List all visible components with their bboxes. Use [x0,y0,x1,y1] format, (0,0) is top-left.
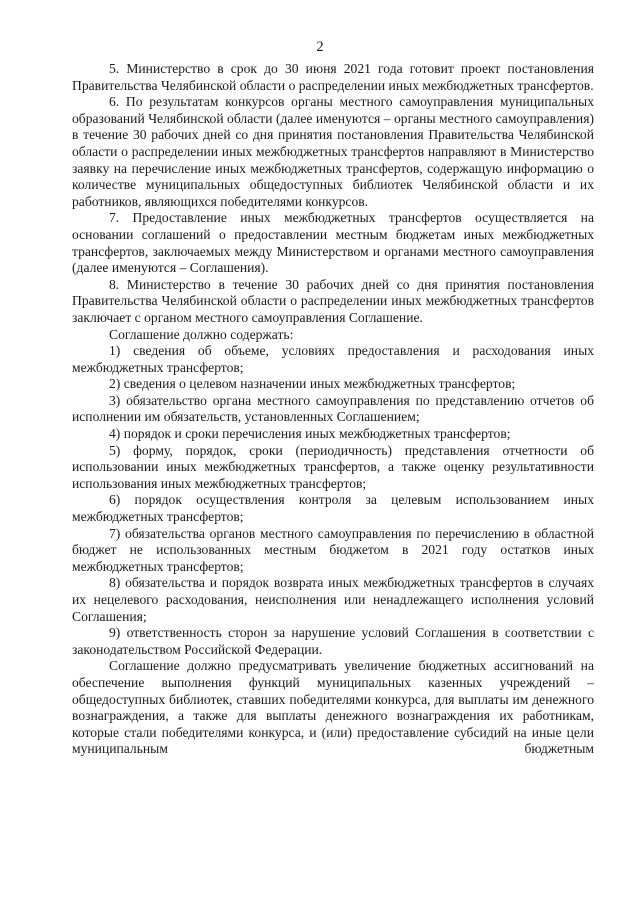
agreement-clause-8: 8) обязательства и порядок возврата иных межбюджетных трансфертов в случаях их нецелевого расходования, неисполнения или ненадлежащего исполнения условий Соглашения; [72,575,594,624]
paragraph-item-6: 6. По результатам конкурсов органы местного самоуправления муниципальных образований Челябинской области (далее именуются – органы местного самоуправления) в течение 30 рабочих дней со дня принятия постановления Правительства Челябинской области о распределении иных межбюджетных трансфертов направляют в Министерство заявку на перечисление иных межбюджетных трансфертов, содержащую информацию о количестве муниципальных общедоступных библиотек Челябинской области и их работников, являющихся победителями конкурсов. [72,94,594,209]
agreement-provisions-paragraph: Соглашение должно предусматривать увеличение бюджетных ассигнований на обеспечение выполнения функций муниципальных казенных учреждений – общедоступных библиотек, ставших победителями конкурса, для выплаты им денежного вознаграждения, а также для выплаты денежного вознаграждения их работникам, которые стали победителями конкурса, и (или) предоставление субсидий на иные цели муниципальным бюджетным [72,658,594,757]
agreement-clause-6: 6) порядок осуществления контроля за целевым использованием иных межбюджетных трансфертов; [72,492,594,525]
agreement-clause-9: 9) ответственность сторон за нарушение условий Соглашения в соответствии с законодательством Российской Федерации. [72,625,594,657]
document-body [72,61,594,758]
agreement-clause-2: 2) сведения о целевом назначении иных межбюджетных трансфертов; [109,376,516,392]
agreement-clause-5: 5) форму, порядок, сроки (периодичность) представления отчетности об использовании иных межбюджетных трансфертов, а также оценку результативности использования иных межбюджетных трансфертов; [72,442,594,491]
agreement-clause-7: 7) обязательства органов местного самоуправления по перечислению в областной бюджет не использованных местным бюджетом в 2021 году остатков иных межбюджетных трансфертов; [72,525,594,574]
paragraph-item-8: 8. Министерство в течение 30 рабочих дней со дня принятия постановления Правительства Челябинской области о распределении иных межбюджетных трансфертов заключает с органом местного самоуправления Соглашение. [72,276,594,325]
agreement-clause-4: 4) порядок и сроки перечисления иных межбюджетных трансфертов; [109,426,511,442]
agreement-contents-intro: Соглашение должно содержать: [109,326,294,342]
agreement-clause-1: 1) сведения об объеме, условиях предоставления и расходования иных межбюджетных трансфертов; [72,343,594,375]
paragraph-item-7: 7. Предоставление иных межбюджетных трансфертов осуществляется на основании соглашений о предоставлении местным бюджетам иных межбюджетных трансфертов, заключаемых между Министерством и органами местного самоуправления (далее именуются – Соглашения). [72,210,594,276]
agreement-clause-3: 3) обязательство органа местного самоуправления по представлению отчетов об исполнении им обязательств, установленных Соглашением; [72,392,594,425]
page-number: 2 [316,39,324,55]
paragraph-item-5: 5. Министерство в срок до 30 июня 2021 года готовит проект постановления Правительства Челябинской области о распределении иных межбюджетных трансфертов. [72,61,594,93]
